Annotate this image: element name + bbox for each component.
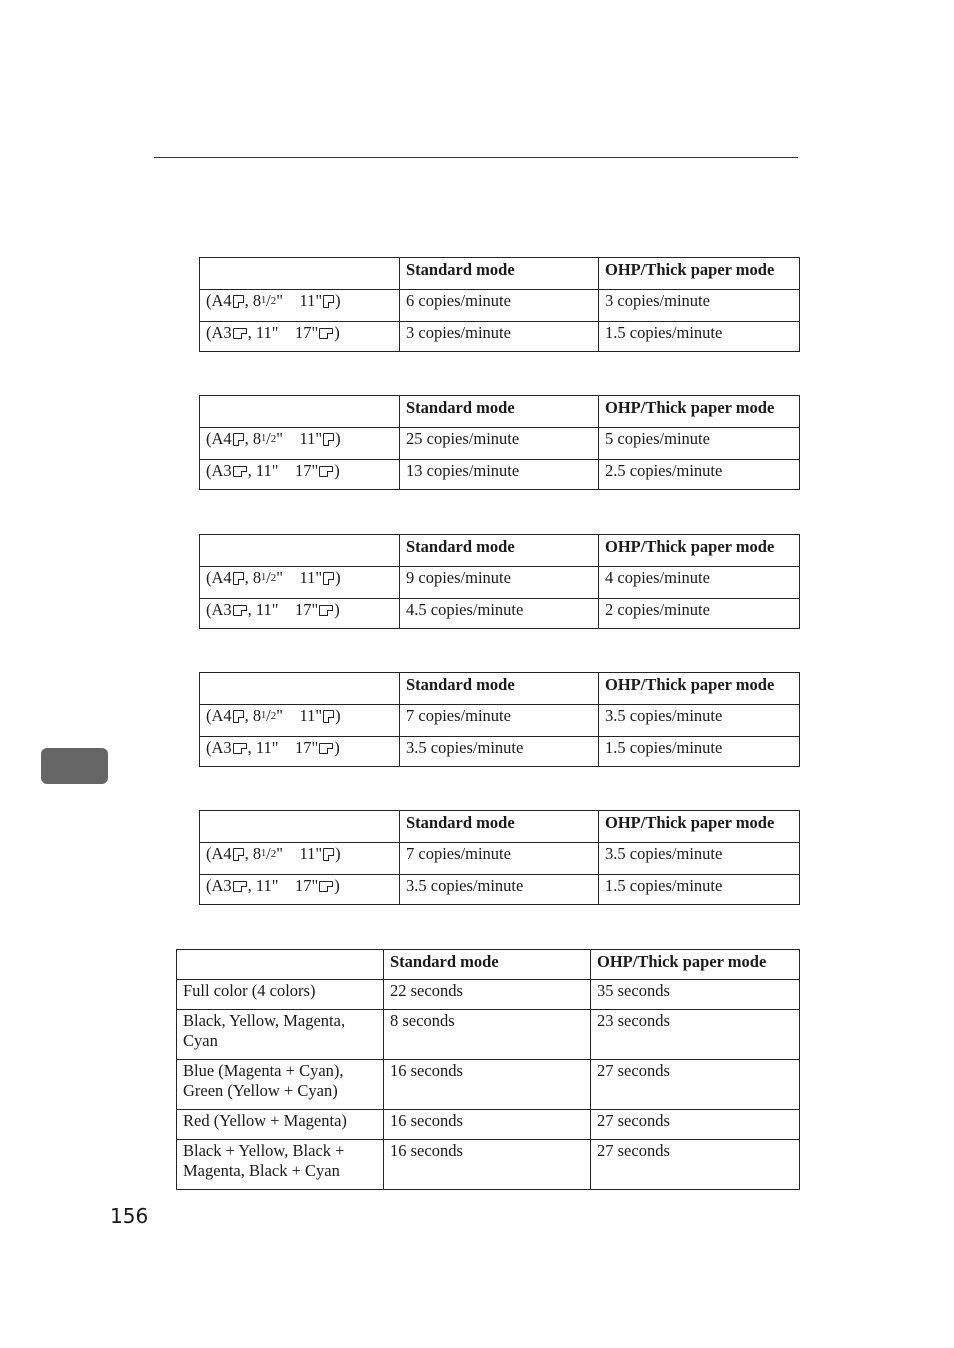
- portrait-paper-icon: [233, 710, 244, 723]
- landscape-paper-icon: [233, 466, 247, 477]
- paper-size-cell: (A4 , 8 1 / 2 " 11" ): [200, 290, 400, 322]
- thick-mode-value: 3 copies/minute: [599, 290, 800, 322]
- standard-mode-value: 3 copies/minute: [400, 322, 599, 352]
- table-row: [177, 1110, 800, 1140]
- portrait-paper-icon: [323, 848, 334, 861]
- thick-mode-value: 1.5 copies/minute: [599, 875, 800, 905]
- thick-mode-value: 3.5 copies/minute: [599, 705, 800, 737]
- portrait-paper-icon: [323, 433, 334, 446]
- header-cell-empty: [200, 811, 400, 843]
- landscape-paper-icon: [233, 328, 247, 339]
- thick-mode-value: 4 copies/minute: [599, 567, 800, 599]
- table-row: [200, 428, 800, 460]
- portrait-paper-icon: [233, 572, 244, 585]
- header-row: [177, 950, 800, 980]
- speed-table-4: [199, 672, 800, 767]
- table-row: [200, 737, 800, 767]
- header-row: [200, 673, 800, 705]
- thick-mode-value: 27 seconds: [591, 1110, 800, 1140]
- header-row: [200, 258, 800, 290]
- table-row: [200, 875, 800, 905]
- paper-size-cell: (A4 , 8 1 / 2 " 11" ): [200, 843, 400, 875]
- thick-mode-value: 2 copies/minute: [599, 599, 800, 629]
- paper-size-cell: (A3 , 11" 17" ): [200, 875, 400, 905]
- paper-size-cell: (A4 , 8 1 / 2 " 11" ): [200, 567, 400, 599]
- speed-table-2: [199, 395, 800, 490]
- standard-mode-value: 6 copies/minute: [400, 290, 599, 322]
- warm-up-time-table: [176, 949, 800, 1190]
- table-row: [200, 599, 800, 629]
- paper-size-cell: (A3 , 11" 17" ): [200, 460, 400, 490]
- landscape-paper-icon: [233, 743, 247, 754]
- header-standard-mode: Standard mode: [400, 396, 599, 428]
- table-row: [200, 843, 800, 875]
- paper-size-cell: (A3 , 11" 17" ): [200, 737, 400, 767]
- color-mode-cell: Blue (Magenta + Cyan), Green (Yellow + Cyan): [177, 1060, 384, 1110]
- color-mode-cell: Black, Yellow, Magenta, Cyan: [177, 1010, 384, 1060]
- color-mode-cell: Black + Yellow, Black + Magenta, Black + Cyan: [177, 1140, 384, 1190]
- header-thick-mode: OHP/Thick paper mode: [599, 258, 800, 290]
- thick-mode-value: 1.5 copies/minute: [599, 737, 800, 767]
- standard-mode-value: 22 seconds: [384, 980, 591, 1010]
- color-mode-cell: Full color (4 colors): [177, 980, 384, 1010]
- header-cell-empty: [200, 396, 400, 428]
- header-cell-empty: [200, 258, 400, 290]
- header-row: [200, 811, 800, 843]
- paper-size-cell: (A4 , 8 1 / 2 " 11" ): [200, 428, 400, 460]
- header-thick-mode: OHP/Thick paper mode: [599, 673, 800, 705]
- table-row: [177, 980, 800, 1010]
- portrait-paper-icon: [233, 848, 244, 861]
- header-standard-mode: Standard mode: [400, 258, 599, 290]
- header-rule: [154, 157, 798, 158]
- header-row: [200, 535, 800, 567]
- standard-mode-value: 9 copies/minute: [400, 567, 599, 599]
- standard-mode-value: 16 seconds: [384, 1060, 591, 1110]
- header-standard-mode: Standard mode: [400, 535, 599, 567]
- standard-mode-value: 3.5 copies/minute: [400, 875, 599, 905]
- standard-mode-value: 3.5 copies/minute: [400, 737, 599, 767]
- thick-mode-value: 27 seconds: [591, 1140, 800, 1190]
- standard-mode-value: 4.5 copies/minute: [400, 599, 599, 629]
- thick-mode-value: 1.5 copies/minute: [599, 322, 800, 352]
- chapter-tab: [41, 748, 108, 784]
- header-thick-mode: OHP/Thick paper mode: [591, 950, 800, 980]
- header-row: [200, 396, 800, 428]
- table-row: [177, 1010, 800, 1060]
- table-row: [200, 290, 800, 322]
- thick-mode-value: 35 seconds: [591, 980, 800, 1010]
- standard-mode-value: 25 copies/minute: [400, 428, 599, 460]
- paper-size-cell: (A4 , 8 1 / 2 " 11" ): [200, 705, 400, 737]
- landscape-paper-icon: [319, 466, 333, 477]
- standard-mode-value: 7 copies/minute: [400, 843, 599, 875]
- table-row: [177, 1140, 800, 1190]
- table-row: [200, 460, 800, 490]
- header-standard-mode: Standard mode: [400, 811, 599, 843]
- standard-mode-value: 16 seconds: [384, 1140, 591, 1190]
- table-row: [200, 567, 800, 599]
- header-cell-empty: [200, 673, 400, 705]
- portrait-paper-icon: [323, 710, 334, 723]
- standard-mode-value: 7 copies/minute: [400, 705, 599, 737]
- thick-mode-value: 27 seconds: [591, 1060, 800, 1110]
- header-thick-mode: OHP/Thick paper mode: [599, 811, 800, 843]
- landscape-paper-icon: [319, 743, 333, 754]
- color-mode-cell: Red (Yellow + Magenta): [177, 1110, 384, 1140]
- speed-table-3: [199, 534, 800, 629]
- thick-mode-value: 5 copies/minute: [599, 428, 800, 460]
- thick-mode-value: 3.5 copies/minute: [599, 843, 800, 875]
- portrait-paper-icon: [323, 572, 334, 585]
- landscape-paper-icon: [319, 605, 333, 616]
- landscape-paper-icon: [319, 328, 333, 339]
- speed-table-1: [199, 257, 800, 352]
- header-standard-mode: Standard mode: [400, 673, 599, 705]
- portrait-paper-icon: [233, 433, 244, 446]
- thick-mode-value: 2.5 copies/minute: [599, 460, 800, 490]
- header-thick-mode: OHP/Thick paper mode: [599, 396, 800, 428]
- header-thick-mode: OHP/Thick paper mode: [599, 535, 800, 567]
- paper-size-cell: (A3 , 11" 17" ): [200, 322, 400, 352]
- portrait-paper-icon: [233, 295, 244, 308]
- thick-mode-value: 23 seconds: [591, 1010, 800, 1060]
- header-cell-empty: [177, 950, 384, 980]
- page-number: 156: [110, 1204, 149, 1228]
- landscape-paper-icon: [233, 605, 247, 616]
- standard-mode-value: 13 copies/minute: [400, 460, 599, 490]
- table-row: [200, 322, 800, 352]
- portrait-paper-icon: [323, 295, 334, 308]
- standard-mode-value: 8 seconds: [384, 1010, 591, 1060]
- speed-table-5: [199, 810, 800, 905]
- standard-mode-value: 16 seconds: [384, 1110, 591, 1140]
- header-cell-empty: [200, 535, 400, 567]
- table-row: [177, 1060, 800, 1110]
- landscape-paper-icon: [233, 881, 247, 892]
- landscape-paper-icon: [319, 881, 333, 892]
- paper-size-cell: (A3 , 11" 17" ): [200, 599, 400, 629]
- table-row: [200, 705, 800, 737]
- header-standard-mode: Standard mode: [384, 950, 591, 980]
